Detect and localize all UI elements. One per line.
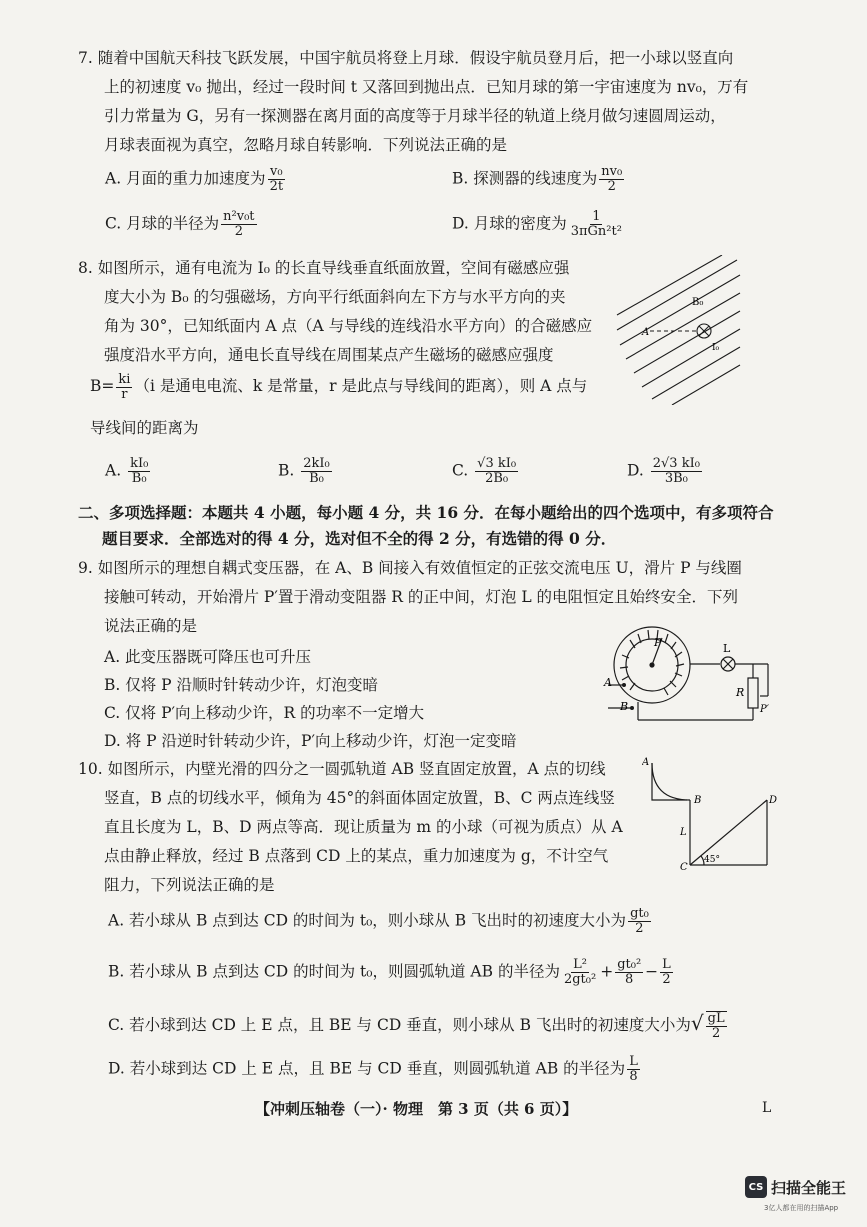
q8-label-i0: I₀ [712,343,720,353]
q10-label-d: D [769,795,778,806]
q8-option-c[interactable]: C. $\frac{\text{√3 kI₀}}{\text{2B₀}}$ [452,456,517,486]
corner-mark: L [762,1100,772,1116]
q7-option-d-fraction: $\frac{1}{\text{3πGn²t²}}$ [570,209,622,239]
q10-label-b: B [694,795,702,806]
q8-line-1: 8. 如图所示，通有电流为 I₀ 的长直导线垂直纸面放置，空间有磁感应强 [78,259,570,277]
q10-label-l: L [680,827,687,838]
q9-option-c[interactable]: C. 仅将 P′向上移动少许，R 的功率不一定增大 [104,704,425,722]
q7-option-c[interactable]: C. 月球的半径为 $\frac{\text{n²v₀t}}{2}$ [105,209,255,239]
q9-option-b[interactable]: B. 仅将 P 沿顺时针转动少许，灯泡变暗 [104,676,379,694]
q9-option-a[interactable]: A. 此变压器既可降压也可升压 [104,648,312,666]
q8-label-b0: B₀ [692,297,704,308]
q9-label-a: A [604,676,612,689]
q9-label-r: R [736,686,745,699]
question-10 [78,755,638,900]
scanner-watermark [745,1176,846,1198]
q10-option-a[interactable]: A. 若小球从 B 点到达 CD 的时间为 t₀，则小球从 B 飞出时的初速度大小为 $\frac{\text{gt₀}}{2}$ [108,906,649,936]
q8-option-a[interactable]: A. $\frac{\text{kI₀}}{\text{B₀}}$ [105,456,149,486]
q8-line-last: 导线间的距离为 [90,419,199,437]
q8-magnetic-field-figure [612,255,742,405]
q8-label-a: A [642,327,650,338]
q7-option-b-fraction: $\frac{\text{nv₀}}{2}$ [601,164,623,194]
q9-line-1: 9. 如图所示的理想自耦式变压器，在 A、B 间接入有效值恒定的正弦交流电压 U，滑片 P 与线圈 [78,559,742,577]
q10-option-c[interactable]: C. 若小球到达 CD 上 E 点，且 BE 与 CD 垂直，则小球从 B 飞出时的初速度大小为√ $\frac{gL}{2}$ [108,1011,725,1041]
q9-option-d[interactable]: D. 将 P 沿逆时针转动少许，P′向上移动少许，灯泡一定变暗 [104,732,517,750]
scanner-name: 扫描全能王 [771,1178,847,1197]
question-8 [78,254,608,370]
section-2-heading: 二、多项选择题：本题共 4 小题，每小题 4 分，共 16 分．在每小题给出的四个选项中，有多项符合 题目要求．全部选对的得 4 分，选对但不全的得 2 分，有选错的得 0 分． [78,503,774,548]
q7-line-2: 上的初速度 v₀ 抛出，经过一段时间 t 又落回到抛出点．已知月球的第一宇宙速度为 nv₀，万有 [104,78,749,96]
q7-option-b[interactable]: B. 探测器的线速度为 $\frac{\text{nv₀}}{2}$ [452,164,623,194]
scanner-logo-icon: CS [745,1176,767,1198]
q10-option-d[interactable]: D. 若小球到达 CD 上 E 点，且 BE 与 CD 垂直，则圆弧轨道 AB 的半径为 $\frac{L}{8}$ [108,1054,638,1084]
q8-line-3: 角为 30°，已知纸面内 A 点（A 与导线的连线沿水平方向）的合磁感应 [104,317,593,335]
q10-label-angle: 45° [704,855,720,865]
q9-label-b: B [620,700,629,713]
q7-option-c-fraction: $\frac{\text{n²v₀t}}{2}$ [223,209,255,239]
q8-line-2: 度大小为 B₀ 的匀强磁场，方向平行纸面斜向左下方与水平方向的夹 [104,288,566,306]
q8-formula-fraction: $\frac{ki}{r}$ [118,371,131,402]
q9-label-p: P [654,636,662,649]
q7-option-a-fraction: $\frac{\text{v₀}}{2t}$ [269,164,284,194]
q10-line-5: 阻力，下列说法正确的是 [104,876,275,894]
scanner-tagline: 3亿人都在用的扫描App [764,1204,839,1212]
q10-label-a: A [642,757,650,768]
q10-line-4: 点由静止释放，经过 B 点落到 CD 上的某点，重力加速度为 g，不计空气 [104,847,609,865]
q8-option-b[interactable]: B. $\frac{\text{2kI₀}}{\text{B₀}}$ [278,456,330,486]
q10-track-figure [642,755,792,880]
q8-formula-line: B= $\frac{ki}{r}$ （i 是通电电流、k 是常量，r 是此点与导线间的距离），则 A 点与 [90,371,588,402]
q7-line-4: 月球表面视为真空，忽略月球自转影响．下列说法正确的是 [104,136,508,154]
page-footer: 【冲刺压轴卷（一）· 物理 第 3 页（共 6 页）】 [255,1100,578,1118]
q10-line-1: 10. 如图所示，内壁光滑的四分之一圆弧轨道 AB 竖直固定放置，A 点的切线 [78,760,606,778]
q8-option-d[interactable]: D. $\frac{\text{2√3 kI₀}}{\text{3B₀}}$ [627,456,700,486]
q10-label-c: C [680,862,688,873]
q9-transformer-figure [600,620,780,725]
q10-option-b[interactable]: B. 若小球从 B 点到达 CD 的时间为 t₀，则圆弧轨道 AB 的半径为 $\frac{\text{L²}}{\text{2gt₀²}}$ + $\frac{\text{gt₀²}}{8}$ − $\frac{L}{2}$ [108,957,671,987]
q7-line-1: 7. 随着中国航天科技飞跃发展，中国宇航员将登上月球．假设宇航员登月后，把一小球以竖直向 [78,49,734,67]
q7-option-d[interactable]: D. 月球的密度为 $\frac{1}{\text{3πGn²t²}}$ [452,209,622,239]
q9-options [104,643,516,755]
q9-line-2: 接触可转动，开始滑片 P′置于滑动变阻器 R 的正中间，灯泡 L 的电阻恒定且始终安全．下列 [104,588,739,606]
q10-line-3: 直且长度为 L，B、D 两点等高．现让质量为 m 的小球（可视为质点）从 A [104,818,623,836]
question-7 [78,44,778,160]
q10-line-2: 竖直，B 点的切线水平，倾角为 45°的斜面体固定放置，B、C 两点连线竖 [104,789,615,807]
q9-line-3: 说法正确的是 [104,617,198,635]
q7-line-3: 引力常量为 G，另有一探测器在离月面的高度等于月球半径的轨道上绕月做匀速圆周运动， [104,107,726,125]
q9-label-p-prime: P′ [760,704,769,715]
q9-label-l: L [723,642,731,655]
q8-line-4: 强度沿水平方向，通电长直导线在周围某点产生磁场的磁感应强度 [104,346,554,364]
q7-option-a[interactable]: A. 月面的重力加速度为 $\frac{\text{v₀}}{2t}$ [105,164,284,194]
